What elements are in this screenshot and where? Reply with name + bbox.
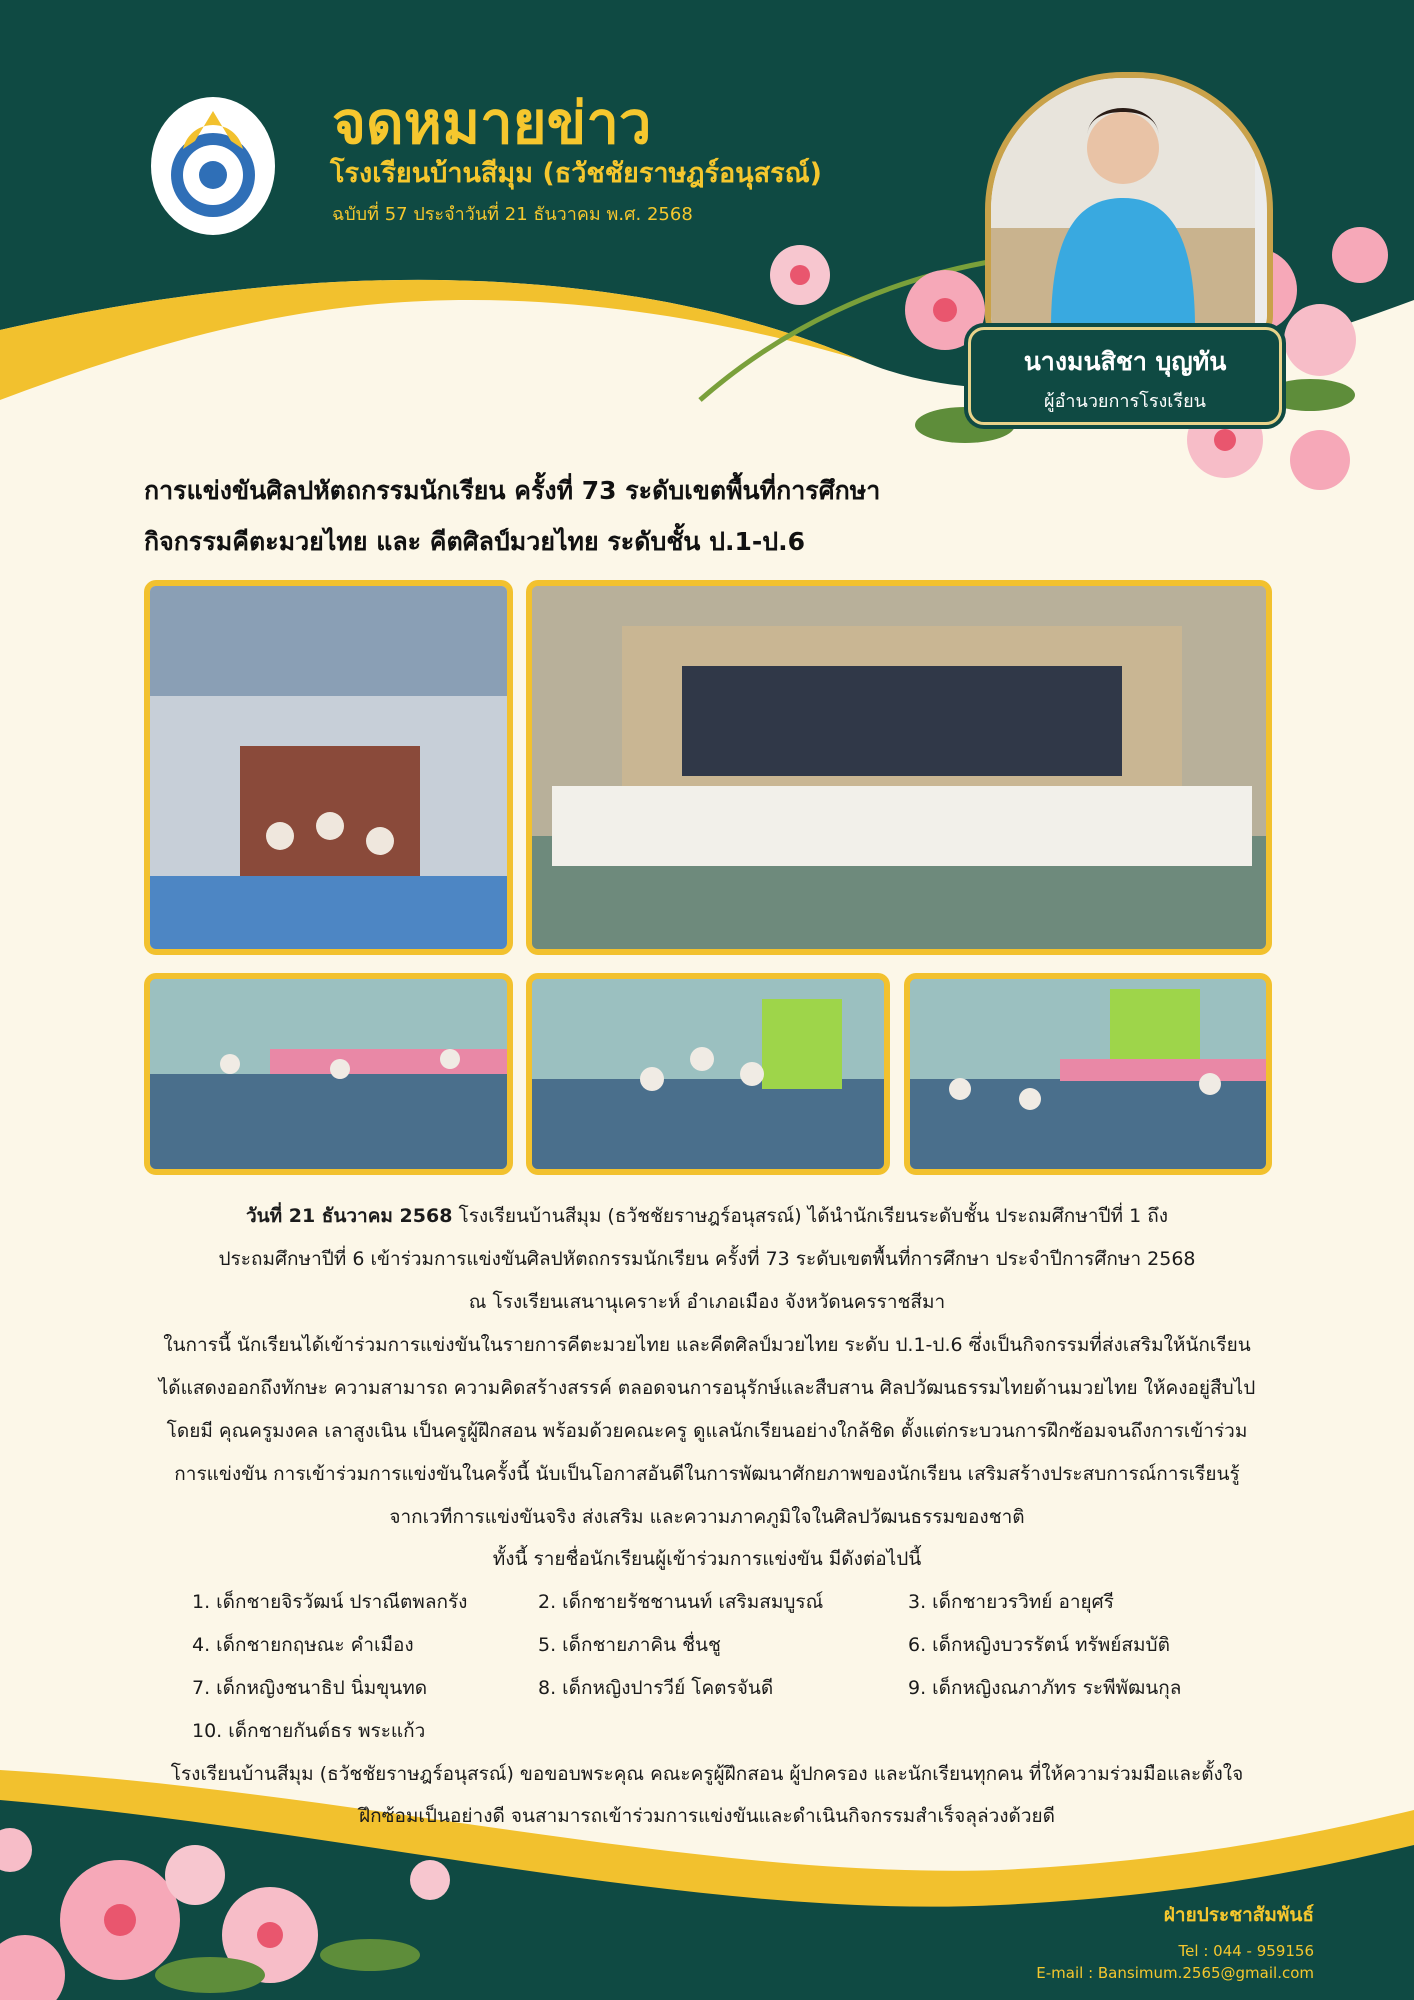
- body-paragraph-2-line-2: ได้แสดงออกถึงทักษะ ความสามารถ ความคิดสร้างสรรค์ ตลอดจนการอนุรักษ์และสืบสาน ศิลปวัฒนธรรมไทยด้านมวยไทย ให้คงอยู่สืบไป: [158, 1377, 1256, 1399]
- headline-line-1: การแข่งขันศิลปหัตถกรรมนักเรียน ครั้งที่ 73 ระดับเขตพื้นที่การศึกษา: [144, 476, 881, 505]
- body-paragraph-2-line-3: โดยมี คุณครูมงคล เลาสูงเนิน เป็นครูผู้ฝึกสอน พร้อมด้วยคณะครู ดูแลนักเรียนอย่างใกล้ชิด ตั้งแต่กระบวนการฝึกซ้อมจนถึงการเข้าร่วม: [166, 1420, 1248, 1442]
- body-paragraph-1-line-1: [40, 1202, 1374, 1230]
- thanks-line-2: ฝึกซ้อมเป็นอย่างดี จนสามารถเข้าร่วมการแข่งขันและดำเนินกิจกรรมสำเร็จลุล่วงด้วยดี: [358, 1805, 1056, 1827]
- thanks-line-1: โรงเรียนบ้านสีมุม (ธวัชชัยราษฎร์อนุสรณ์) ขอขอบพระคุณ คณะครูผู้ฝึกสอน ผู้ปกครอง และนักเรียนทุกคน ที่ให้ความร่วมมือและตั้งใจ: [170, 1763, 1244, 1785]
- student-item: 4. เด็กชายกฤษณะ คำเมือง: [192, 1634, 414, 1656]
- student-item: 10. เด็กชายกันต์ธร พระแก้ว: [192, 1720, 426, 1742]
- photo-dance-1: [144, 973, 513, 1175]
- body-paragraph-2-line-1: ในการนี้ นักเรียนได้เข้าร่วมการแข่งขันในรายการคีตะมวยไทย และคีตศิลป์มวยไทย ระดับ ป.1-ป.6 ซึ่งเป็นกิจกรรมที่ส่งเสริมให้นักเรียน: [163, 1334, 1251, 1356]
- department-label: ฝ่ายประชาสัมพันธ์: [1163, 1904, 1314, 1926]
- student-item: 8. เด็กหญิงปารวีย์ โคตรจันดี: [538, 1677, 774, 1699]
- director-photo: [985, 72, 1273, 346]
- date-label: วันที่ 21 ธันวาคม 2568: [245, 1205, 453, 1227]
- photo-dance-3: [904, 973, 1272, 1175]
- photo-dance-2: [526, 973, 890, 1175]
- headline-line-2: กิจกรรมคีตะมวยไทย และ คีตศิลป์มวยไทย ระดับชั้น ป.1-ป.6: [144, 527, 805, 556]
- director-nameplate: [968, 327, 1282, 425]
- student-list-intro: ทั้งนี้ รายชื่อนักเรียนผู้เข้าร่วมการแข่งขัน มีดังต่อไปนี้: [492, 1548, 922, 1570]
- student-item: 2. เด็กชายรัชชานนท์ เสริมสมบูรณ์: [538, 1591, 824, 1613]
- student-item: 7. เด็กหญิงชนาธิป นิ่มขุนทด: [192, 1677, 428, 1699]
- newsletter-title: จดหมายข่าว: [332, 89, 652, 157]
- body-paragraph-2-line-4: การแข่งขัน การเข้าร่วมการแข่งขันในครั้งนี้ นับเป็นโอกาสอันดีในการพัฒนาศักยภาพของนักเรียน เสริมสร้างประสบการณ์การเรียนรู้: [174, 1463, 1240, 1485]
- photo-performance-stage: [144, 580, 513, 955]
- student-item: 1. เด็กชายจิรวัฒน์ ปราณีตพลกรัง: [192, 1591, 468, 1613]
- body-paragraph-1-line-3: ณ โรงเรียนเสนานุเคราะห์ อำเภอเมือง จังหวัดนครราชสีมา: [468, 1291, 946, 1313]
- student-item: 5. เด็กชายภาคิน ชื่นชู: [538, 1634, 721, 1656]
- phone-number: Tel : 044 - 959156: [1178, 1942, 1314, 1960]
- director-name: นางมนสิชา บุญทัน: [1023, 347, 1227, 376]
- issue-date: ฉบับที่ 57 ประจำวันที่ 21 ธันวาคม พ.ศ. 2568: [332, 204, 693, 225]
- school-name: โรงเรียนบ้านสีมุม (ธวัชชัยราษฎร์อนุสรณ์): [330, 158, 823, 189]
- paragraph-1-text: โรงเรียนบ้านสีมุม (ธวัชชัยราษฎร์อนุสรณ์) ได้นำนักเรียนระดับชั้น ประถมศึกษาปีที่ 1 ถึง: [452, 1205, 1169, 1227]
- email-address[interactable]: E-mail : Bansimum.2565@gmail.com: [1036, 1964, 1314, 1982]
- photo-group: [526, 580, 1272, 955]
- school-logo: [151, 97, 275, 235]
- director-role: ผู้อำนวยการโรงเรียน: [1044, 391, 1206, 412]
- body-paragraph-1-line-2: ประถมศึกษาปีที่ 6 เข้าร่วมการแข่งขันศิลปหัตถกรรมนักเรียน ครั้งที่ 73 ระดับเขตพื้นที่การศึกษา ประจำปีการศึกษา 2568: [218, 1248, 1196, 1270]
- student-item: 3. เด็กชายวรวิทย์ อายุศรี: [908, 1591, 1114, 1613]
- student-item: 9. เด็กหญิงณภาภัทร ระพีพัฒนกุล: [908, 1677, 1182, 1699]
- body-paragraph-2-line-5: จากเวทีการแข่งขันจริง ส่งเสริม และความภาคภูมิใจในศิลปวัฒนธรรมของชาติ: [389, 1506, 1025, 1528]
- student-item: 6. เด็กหญิงบวรรัตน์ ทรัพย์สมบัติ: [908, 1634, 1170, 1656]
